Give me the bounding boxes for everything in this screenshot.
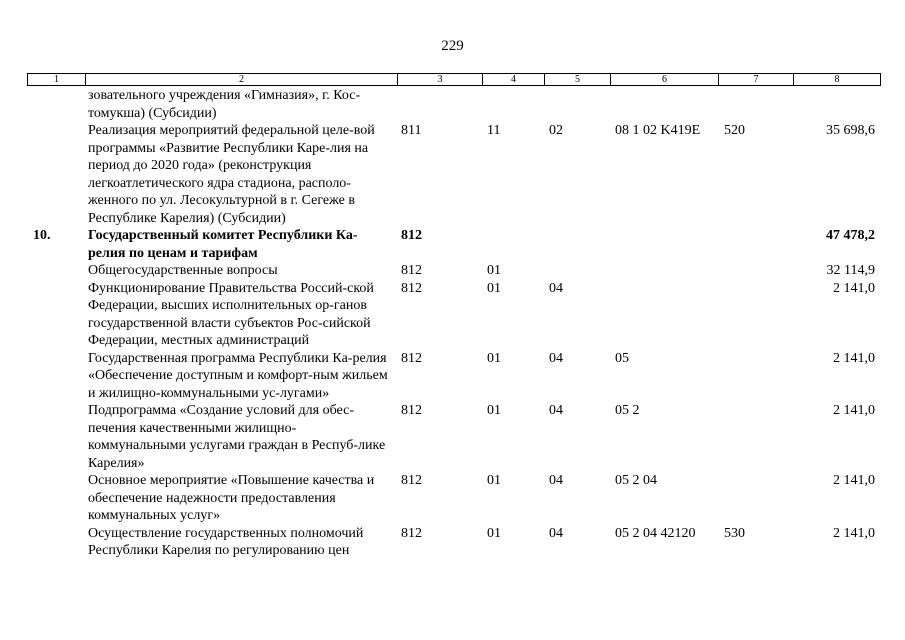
target-article-code bbox=[610, 262, 718, 280]
row-name: Государственный комитет Республики Ка-релия по ценам и тарифам bbox=[88, 228, 358, 261]
header-col-8: 8 bbox=[794, 74, 881, 86]
target-article-code: 05 2 04 bbox=[615, 473, 657, 488]
section-code: 11 bbox=[487, 123, 501, 138]
row-name: Осуществление государственных полномочий Республики Карелия по регулированию цен bbox=[88, 525, 364, 558]
table-row bbox=[27, 280, 880, 350]
expense-type-code: 530 bbox=[724, 525, 745, 541]
row-number bbox=[27, 262, 85, 280]
header-col-5: 5 bbox=[545, 74, 611, 86]
row-name: Функционирование Правительства Россий-ской Федерации, высших исполнительных ор-ганов государственной власти субъектов Рос-сийской Федерации, местных администраций bbox=[88, 280, 374, 348]
ministry-code: 812 bbox=[401, 263, 422, 278]
ministry-code: 812 bbox=[401, 228, 422, 243]
row-number bbox=[27, 472, 85, 525]
table-row bbox=[27, 262, 880, 280]
row-number bbox=[27, 280, 85, 350]
ministry-code: 812 bbox=[401, 403, 422, 418]
expense-type-code: 520 bbox=[724, 123, 745, 138]
subsection-code: 04 bbox=[549, 280, 563, 296]
ministry-code bbox=[397, 87, 482, 122]
header-col-4: 4 bbox=[483, 74, 545, 86]
subsection-code bbox=[544, 227, 610, 262]
expense-type-code bbox=[718, 472, 793, 525]
target-article-code: 05 2 bbox=[615, 403, 640, 418]
table-row bbox=[27, 525, 880, 560]
row-number bbox=[27, 87, 85, 122]
section-code bbox=[482, 87, 544, 122]
header-col-3: 3 bbox=[398, 74, 483, 86]
target-article-code bbox=[610, 227, 718, 262]
target-article-code bbox=[610, 280, 718, 350]
row-name: Подпрограмма «Создание условий для обес-печения качественными жилищно-коммунальными услугами граждан в Респуб-лике Карелия» bbox=[88, 403, 386, 471]
row-name: Государственная программа Республики Ка-релия «Обеспечение доступным и комфорт-ным жильем и жилищно-коммунальными ус-лугами» bbox=[88, 350, 388, 401]
amount: 32 114,9 bbox=[826, 263, 875, 278]
budget-table bbox=[27, 87, 880, 560]
row-number: 10. bbox=[33, 228, 51, 243]
subsection-code: 04 bbox=[549, 525, 563, 541]
amount: 2 141,0 bbox=[833, 350, 875, 366]
ministry-code: 812 bbox=[401, 473, 422, 488]
header-col-1: 1 bbox=[28, 74, 86, 86]
target-article-code: 08 1 02 K419E bbox=[615, 123, 701, 138]
amount bbox=[793, 87, 880, 122]
subsection-code: 02 bbox=[549, 123, 563, 138]
section-code: 01 bbox=[487, 403, 501, 418]
table-row bbox=[27, 227, 880, 262]
row-number bbox=[27, 525, 85, 560]
expense-type-code bbox=[718, 280, 793, 350]
section-code bbox=[482, 227, 544, 262]
amount: 2 141,0 bbox=[833, 525, 875, 541]
row-name: Реализация мероприятий федеральной целе-вой программы «Развитие Республики Каре-лия на период до 2020 года» (реконструкция легкоатлетического ядра стадиона, располо-женного по ул. Лесокультурной в г. Сегеже в Республике Карелия) (Субсидии) bbox=[88, 123, 375, 226]
row-name: Основное мероприятие «Повышение качества и обеспечение надежности предоставления коммунальных услуг» bbox=[88, 473, 375, 523]
table-row bbox=[27, 87, 880, 122]
expense-type-code bbox=[718, 87, 793, 122]
expense-type-code bbox=[718, 227, 793, 262]
page-number: 229 bbox=[441, 38, 464, 54]
header-col-6: 6 bbox=[611, 74, 719, 86]
amount: 2 141,0 bbox=[833, 280, 875, 296]
table-row bbox=[27, 402, 880, 472]
subsection-code: 04 bbox=[549, 473, 563, 488]
ministry-code: 812 bbox=[401, 280, 422, 296]
subsection-code bbox=[544, 262, 610, 280]
table-row bbox=[27, 350, 880, 403]
header-col-7: 7 bbox=[719, 74, 794, 86]
ministry-code: 811 bbox=[401, 123, 422, 138]
table-row bbox=[27, 122, 880, 227]
section-code: 01 bbox=[487, 525, 501, 541]
ministry-code: 812 bbox=[401, 525, 422, 541]
header-col-2: 2 bbox=[86, 74, 398, 86]
amount: 35 698,6 bbox=[826, 123, 875, 138]
subsection-code bbox=[544, 87, 610, 122]
amount: 2 141,0 bbox=[833, 473, 875, 488]
row-name: Общегосударственные вопросы bbox=[88, 263, 278, 278]
table-row bbox=[27, 472, 880, 525]
row-name: зовательного учреждения «Гимназия», г. Кос-томукша) (Субсидии) bbox=[88, 88, 361, 121]
section-code: 01 bbox=[487, 280, 501, 296]
row-number bbox=[27, 402, 85, 472]
amount: 47 478,2 bbox=[826, 228, 875, 243]
section-code: 01 bbox=[487, 263, 501, 278]
row-number bbox=[27, 350, 85, 403]
target-article-code: 05 bbox=[615, 350, 629, 366]
section-code: 01 bbox=[487, 473, 501, 488]
amount: 2 141,0 bbox=[833, 403, 875, 418]
target-article-code: 05 2 04 42120 bbox=[615, 525, 696, 541]
subsection-code: 04 bbox=[549, 350, 563, 366]
expense-type-code bbox=[718, 262, 793, 280]
expense-type-code bbox=[718, 402, 793, 472]
expense-type-code bbox=[718, 350, 793, 403]
section-code: 01 bbox=[487, 350, 501, 366]
column-number-header bbox=[27, 73, 881, 86]
ministry-code: 812 bbox=[401, 350, 422, 366]
subsection-code: 04 bbox=[549, 403, 563, 418]
target-article-code bbox=[610, 87, 718, 122]
row-number bbox=[27, 122, 85, 227]
